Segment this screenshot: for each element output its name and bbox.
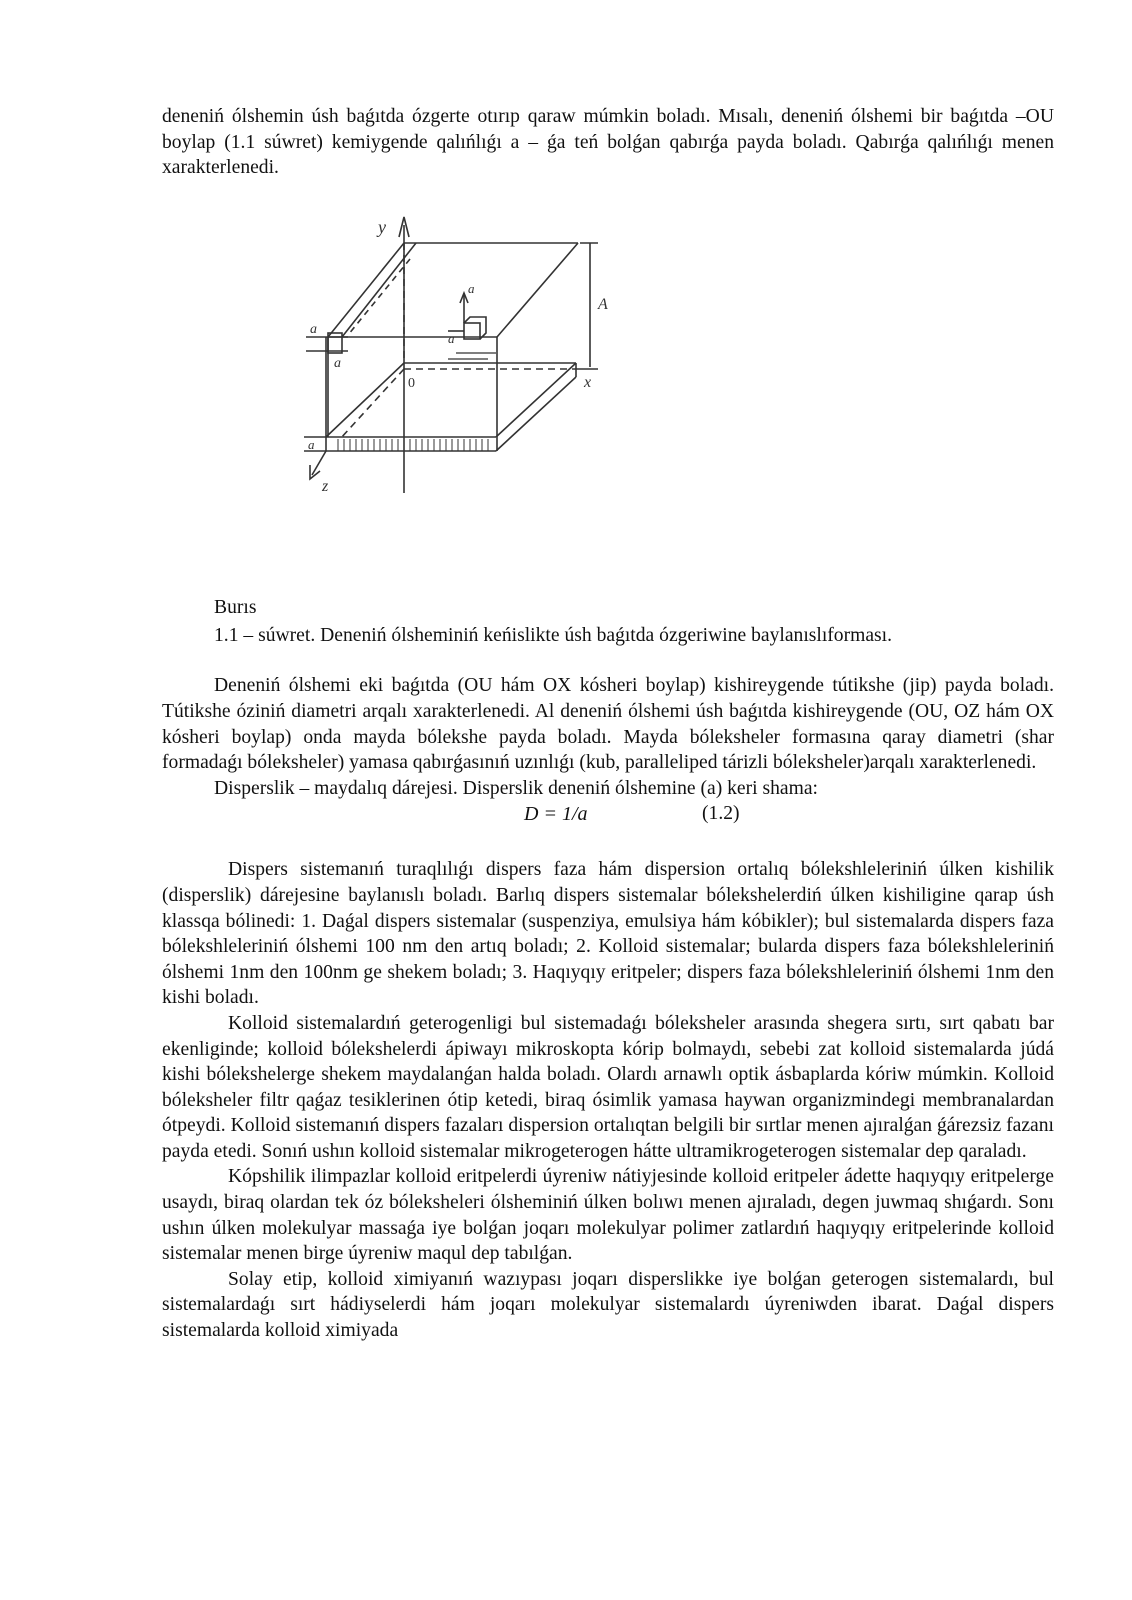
plate-right-bottom (496, 377, 576, 451)
small-cube-label-a2: a (448, 330, 455, 346)
paragraph-stability: Dispers sistemanıń turaqlılıǵı dispers faza hám dispersion ortalıq bólekshleleriniń úlken kishilik (disperslik) dárejesine baylanıslı boladı. Barlıq dispers sistemalar bólekshelerdiń úlken kishiligine qarap úsh klassqa bólinedi: 1. Daǵal dispers sistemalar (suspenziya, emulsiya hám kóbikler); bul sistemalarda dispers faza bólekshleleriniń ólshemi 100 nm den artıq boladı; 2. Kolloid sistemalar; bularda dispers faza bólekshleleriniń ólshemi 1nm den 100nm ge shekem boladı; 3. Haqıyqıy eritpeler; dispers faza bólekshleleriniń ólshemi 1nm den kishi boladı. (162, 859, 1054, 1009)
formula-number: (1.2) (702, 803, 740, 825)
small-cube-top (464, 317, 486, 339)
paragraph-dispersity: Disperslik – maydalıq dárejesi. Disperslik deneniń ólshemine (a) keri shama: (214, 777, 818, 799)
rod-outer-edge (328, 243, 404, 337)
paragraph-tube: Deneniń ólshemi eki baǵıtda (OU hám OX kósheri boylap) kishireygende tútikshe (jip) payda boladı. Tútikshe óziniń diametri arqalı xarakterlenedi. Al deneniń ólshemi úsh baǵıtda kishireygende (OU, OZ hám OX kósheri boylap) onda mayda bólekshe payda boladı. Mayda bóleksheler formasına qaray diametri (shar formadaǵı bóleksheler) yamasa qabırǵasınıń uzınlıǵı (kub, paralleliped tárizli bóleksheler)arqalı xarakterlenedi. (162, 675, 1054, 774)
cube-diagram (298, 203, 758, 493)
plate-hatching (338, 439, 488, 451)
plate-right-edge (496, 363, 576, 437)
paragraph-scientists: Kópshilik ilimpazlar kolloid eritpelerdi úyreniw nátiyjesinde kolloid eritpeler ádette haqıyqıy eritpelerge usaydı, biraq olardan tek óz bóleksheleri ólsheminiń úlken bolıwı menen ajıraladı, degen juwmaq shıǵardı. Sonı ushın úlken molekulyar massaǵa iye bolǵan joqarı molekulyar polimer zatlardıń haqıyqıy eritpelerinde kolloid sistemalar menen birge úyreniw maqul dep tabılǵan. (162, 1166, 1054, 1265)
rod-hidden-edge (348, 259, 410, 335)
top-right-edge (497, 243, 578, 337)
figure-prefix: Burıs (214, 596, 257, 618)
paragraph-conclusion: Solay etip, kolloid ximiyanıń wazıypası joqarı disperslikke iye bolǵan geterogen sistemalardı, bul sistemalardaǵı sırt hádiyselerdi hám joqarı molekulyar sistemalardı úyreniwden ibarat. Daǵal dispers sistemalarda kolloid ximiyada (162, 1268, 1054, 1342)
document-page (162, 104, 1054, 1344)
z-axis-arrow (310, 465, 320, 479)
rod-end-face (328, 333, 342, 353)
hidden-z-line (340, 369, 404, 439)
figure-caption: 1.1 – súwret. Deneniń ólsheminiń keńislikte úsh baǵıtda ózgeriwine baylanıslıforması. (214, 624, 893, 646)
dim-a-label-1: a (310, 321, 317, 337)
dim-a-label-2: a (334, 355, 341, 371)
plate-left-edge (326, 363, 404, 437)
figure-1-1 (162, 203, 1054, 618)
y-axis-label: y (378, 216, 386, 237)
dim-A-label: A (598, 295, 608, 313)
x-axis-label: x (584, 373, 592, 391)
z-axis-label: z (322, 477, 329, 493)
formula-expression: D = 1/a (524, 803, 588, 826)
rod-inner-edge (342, 243, 416, 337)
paragraph-heterogeneity: Kolloid sistemalardıń geterogenligi bul sistemadaǵı bóleksheler arasında shegera sırtı, sırt qabatı bar ekenliginde; kolloid bólekshelerdi ápiwayı mikroskopta kórip bolmaydı, sebebi zat kolloid sistemalarda júdá kishi bólekshelerge shekem maydalanǵan halda boladı. Olardı arnawlı optik ásbaplarda kóriw múmkin. Kolloid bóleksheler filtr qaǵaz tesiklerinen ótip ketedi, biraq ósimlik yamasa haywan organizmindegi membranalardan ótpeydi. Kolloid sistemanıń dispers fazaları dispersion ortalıqtan belgili bir sırtlar menen ajıralǵan ǵárezsiz fazanı payda etedi. Sonıń ushın kolloid sistemalar mikrogeterogen hátte ultramikrogeterogen sistemalar dep qaraladı. (162, 1012, 1054, 1162)
small-cube-label-a: a (468, 280, 475, 296)
paragraph-intro: deneniń ólshemin úsh baǵıtda ózgerte otırıp qaraw múmkin boladı. Mısalı, deneniń ólshemi bir baǵıtda –OU boylap (1.1 súwret) kemiygende qalıńlıǵı a – ǵa teń bolǵan qabırǵa payda boladı. Qabırǵa qalıńlıǵı menen xarakterlenedi. (162, 106, 1054, 179)
origin-label: 0 (408, 375, 415, 391)
formula-row (162, 801, 1054, 827)
plate-dim-label: a (308, 436, 315, 452)
